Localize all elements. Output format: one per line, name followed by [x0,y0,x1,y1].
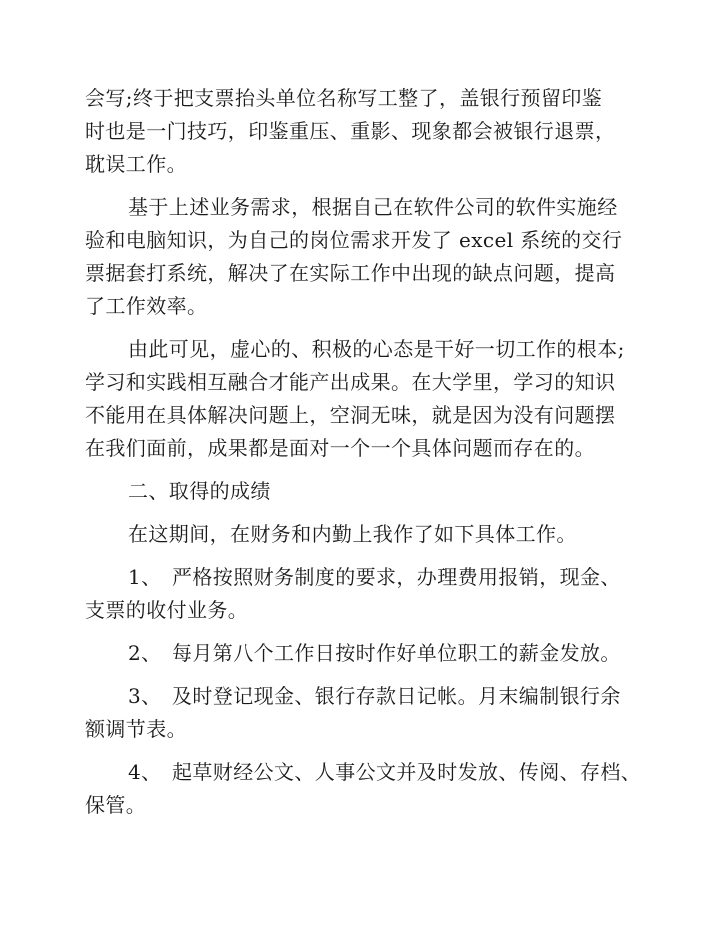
paragraph-2-line-1: 基于上述业务需求，根据自己在软件公司的软件实施经 [128,195,618,219]
paragraph-2-line-4: 了工作效率。 [85,294,208,318]
list-item [85,756,645,822]
list-item-first-line [85,756,645,789]
list-item-number: 2、 [128,641,162,665]
paragraph-1-line-1: 会写;终于把支票抬头单位名称写工整了，盖银行预留印鉴 [85,86,603,110]
intro-paragraph [85,518,645,551]
list-item [85,680,645,746]
list-item [85,637,645,670]
paragraph-3-line-3: 不能用在具体解决问题上，空洞无味，就是因为没有问题摆 [85,403,616,427]
paragraph-2 [85,191,645,323]
list-item-text: 起草财经公文、人事公文并及时发放、传阅、存档、 [172,760,642,784]
paragraph-1-line-2: 时也是一门技巧，印鉴重压、重影、现象都会被银行退票， [85,119,616,143]
list-item-number: 1、 [128,565,162,589]
paragraph-3-line-1: 由此可见，虚心的、积极的心态是干好一切工作的根本; [128,337,625,361]
list-item-continuation: 支票的收付业务。 [85,598,249,622]
paragraph-1 [85,82,645,181]
document-body [85,82,645,822]
list-item-first-line [85,561,645,594]
list-item-first-line [85,680,645,713]
list-item-number: 4、 [128,760,162,784]
list-item-first-line [85,637,645,670]
paragraph-1-line-3: 耽误工作。 [85,152,187,176]
list-item-text: 严格按照财务制度的要求，办理费用报销，现金、 [172,565,621,589]
list-item-text: 及时登记现金、银行存款日记帐。月末编制银行余 [172,684,621,708]
section-heading-text: 二、取得的成绩 [128,479,271,503]
list-item-continuation: 额调节表。 [85,717,187,741]
list-item [85,561,645,627]
paragraph-2-line-3: 票据套打系统，解决了在实际工作中出现的缺点问题，提高 [85,261,616,285]
list-item-text: 每月第八个工作日按时作好单位职工的薪金发放。 [172,641,621,665]
section-heading [85,475,645,508]
list-item-continuation: 保管。 [85,793,147,817]
paragraph-3-line-4: 在我们面前，成果都是面对一个一个具体问题而存在的。 [85,436,595,460]
paragraph-2-line-2: 验和电脑知识，为自己的岗位需求开发了 excel 系统的交行 [85,228,623,252]
paragraph-3 [85,333,645,465]
list-item-number: 3、 [128,684,162,708]
intro-text: 在这期间，在财务和内勤上我作了如下具体工作。 [128,522,577,546]
paragraph-3-line-2: 学习和实践相互融合才能产出成果。在大学里，学习的知识 [85,370,616,394]
